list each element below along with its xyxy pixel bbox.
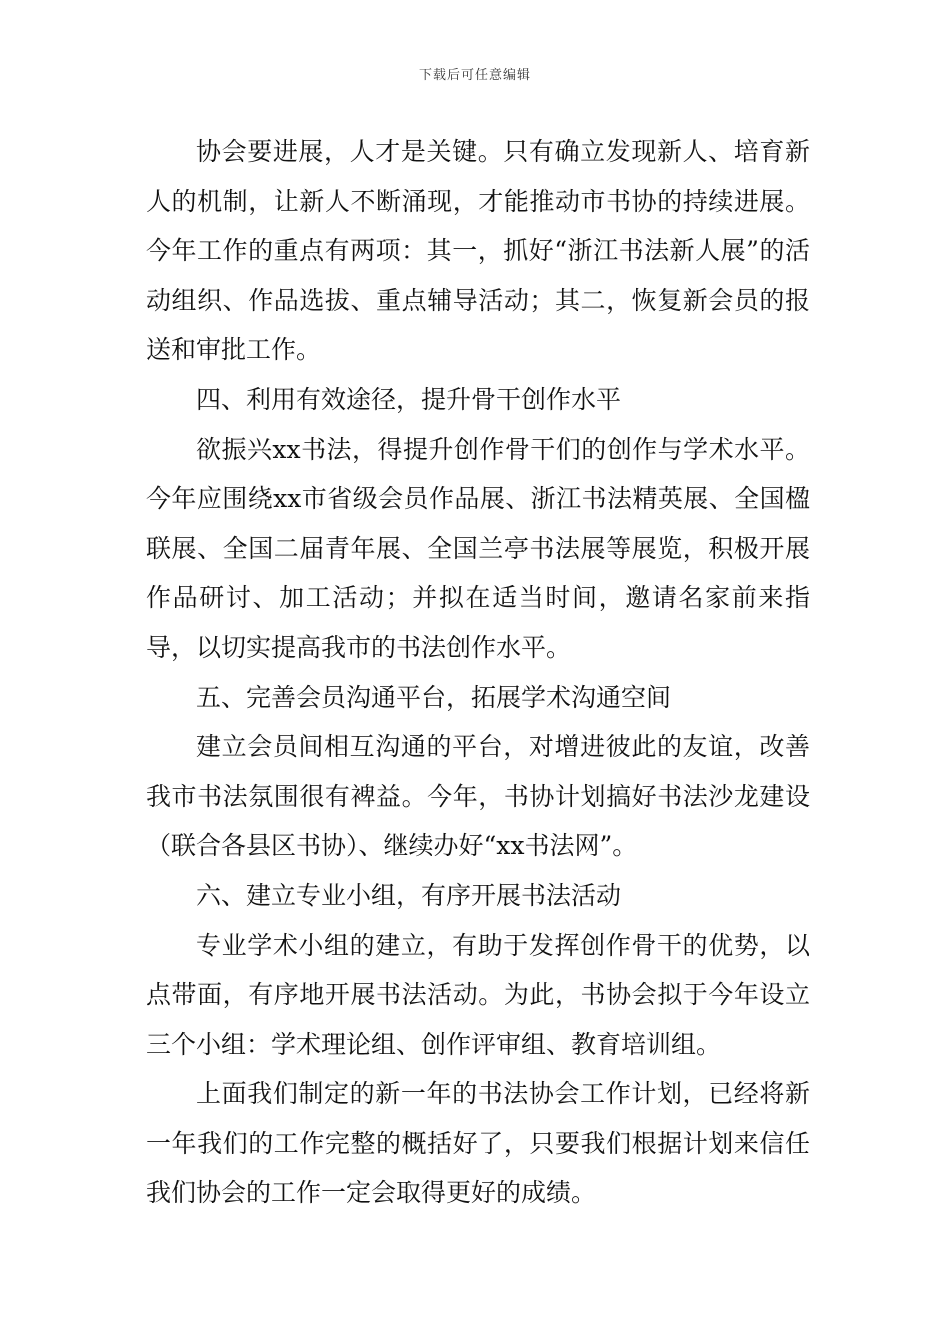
document-body [146, 127, 810, 1218]
paragraph-talent: 协会要进展，人才是关键。只有确立发现新人、培育新人的机制，让新人不断涌现，才能推动市书协的持续进展。今年工作的重点有两项：其一，抓好“浙江书法新人展”的活动组织、作品选拔、重点辅导活动；其二，恢复新会员的报送和审批工作。 [146, 137, 810, 365]
header-note: 下载后可任意编辑 [418, 68, 531, 83]
paragraph-professional-groups: 专业学术小组的建立，有助于发挥创作骨干的优势，以点带面，有序地开展书法活动。为此，书协会拟于今年设立三个小组：学术理论组、创作评审组、教育培训组。 [146, 930, 810, 1059]
paragraph-conclusion: 上面我们制定的新一年的书法协会工作计划，已经将新一年我们的工作完整的概括好了，只要我们根据计划来信任我们协会的工作一定会取得更好的成绩。 [146, 1079, 810, 1208]
paragraph-creation-level: 欲振兴xx书法，得提升创作骨干们的创作与学术水平。今年应围绕xx市省级会员作品展、浙江书法精英展、全国楹联展、全国二届青年展、全国兰亭书法展等展览，积极开展作品研讨、加工活动；并拟在适当时间，邀请名家前来指导，以切实提高我市的书法创作水平。 [146, 434, 810, 662]
paragraph-communication-platform: 建立会员间相互沟通的平台，对增进彼此的友谊，改善我市书法氛围很有裨益。今年，书协计划搞好书法沙龙建设（联合各县区书协）、继续办好“xx书法网”。 [146, 732, 810, 861]
section-heading-6: 六、建立专业小组，有序开展书法活动 [196, 880, 622, 910]
section-heading-5: 五、完善会员沟通平台，拓展学术沟通空间 [196, 682, 672, 712]
section-heading-4: 四、利用有效途径，提升骨干创作水平 [196, 384, 622, 414]
